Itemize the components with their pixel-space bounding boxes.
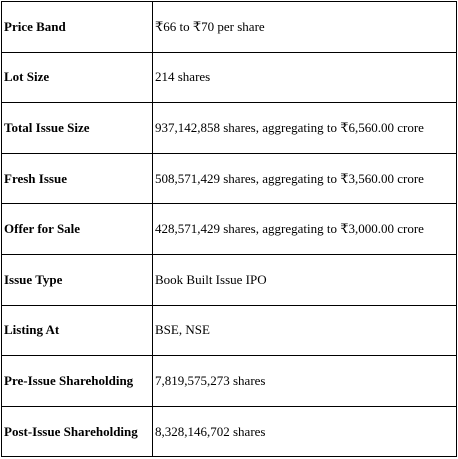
ipo-details-table <box>1 1 457 457</box>
table-row <box>2 254 457 305</box>
table-row <box>2 153 457 204</box>
table-row <box>2 103 457 154</box>
row-value-pre-issue-shareholding: 7,819,575,273 shares <box>153 356 457 407</box>
row-label-post-issue-shareholding: Post-Issue Shareholding <box>2 406 153 457</box>
row-value-lot-size: 214 shares <box>153 52 457 103</box>
row-value-post-issue-shareholding: 8,328,146,702 shares <box>153 406 457 457</box>
row-label-fresh-issue: Fresh Issue <box>2 153 153 204</box>
table-row <box>2 406 457 457</box>
table-row <box>2 204 457 255</box>
row-value-total-issue-size: 937,142,858 shares, aggregating to ₹6,560.00 crore <box>153 103 457 154</box>
row-label-issue-type: Issue Type <box>2 254 153 305</box>
row-label-price-band: Price Band <box>2 2 153 53</box>
table-row <box>2 356 457 407</box>
table-row <box>2 2 457 53</box>
row-label-listing-at: Listing At <box>2 305 153 356</box>
row-label-offer-for-sale: Offer for Sale <box>2 204 153 255</box>
row-label-lot-size: Lot Size <box>2 52 153 103</box>
row-value-issue-type: Book Built Issue IPO <box>153 254 457 305</box>
row-label-pre-issue-shareholding: Pre-Issue Shareholding <box>2 356 153 407</box>
row-value-offer-for-sale: 428,571,429 shares, aggregating to ₹3,000.00 crore <box>153 204 457 255</box>
row-value-fresh-issue: 508,571,429 shares, aggregating to ₹3,560.00 crore <box>153 153 457 204</box>
row-value-price-band: ₹66 to ₹70 per share <box>153 2 457 53</box>
table-row <box>2 305 457 356</box>
row-value-listing-at: BSE, NSE <box>153 305 457 356</box>
row-label-total-issue-size: Total Issue Size <box>2 103 153 154</box>
table-row <box>2 52 457 103</box>
